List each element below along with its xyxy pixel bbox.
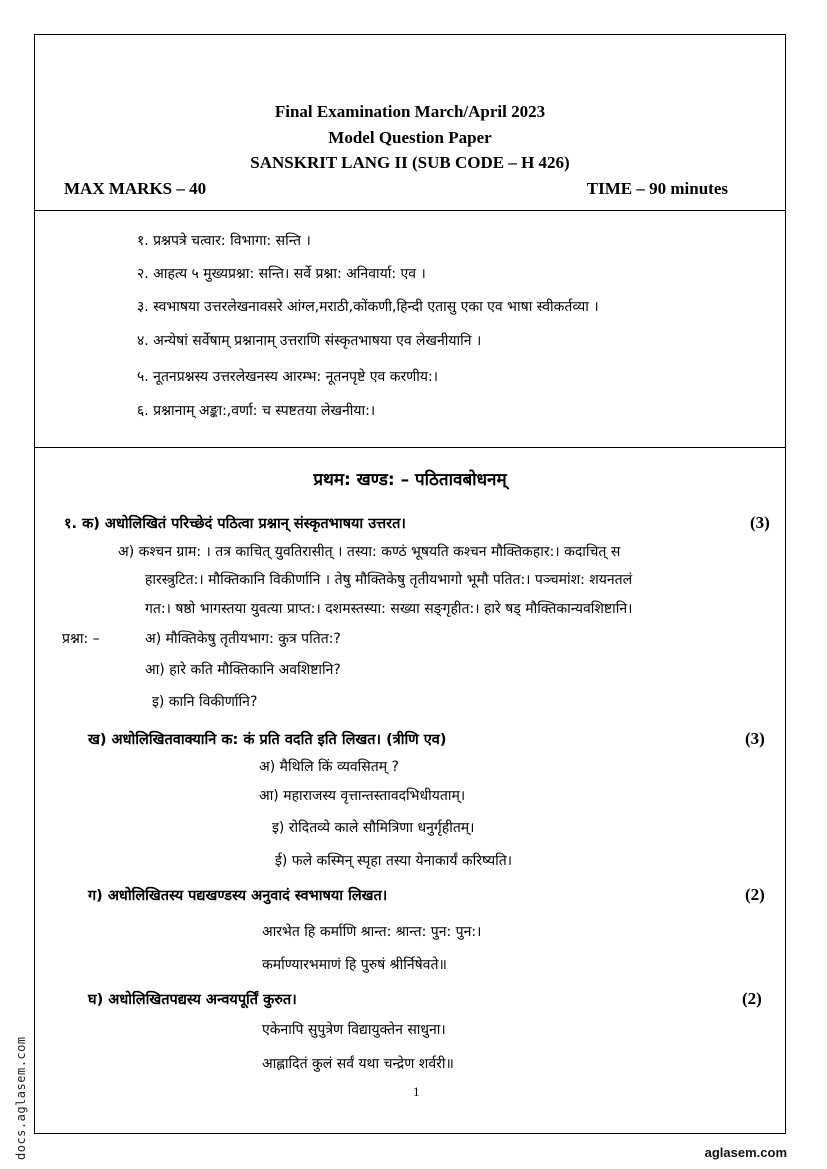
statement-item: अ) मैथिलि किं व्यवसितम् ? — [259, 759, 399, 775]
instruction-item: १. प्रश्नपत्रे चत्वार: विभागा: सन्ति । — [137, 233, 311, 249]
statement-item: इ) रोदितव्ये काले सौमित्रिणा धनुर्गृहीतम्। — [272, 820, 475, 836]
instruction-item: २. आहत्य ५ मुख्यप्रश्ना: सन्ति। सर्वे प्रश्ना: अनिवार्या: एव । — [137, 266, 426, 282]
side-watermark: docs.aglasem.com — [14, 1036, 28, 1160]
question-1b-label: ख) अधोलिखितवाक्यानि क: कं प्रति वदति इति लिखत। (त्रीणि एव) — [88, 732, 447, 748]
sub-question: अ) मौक्तिकेषु तृतीयभाग: कुत्र पतित:? — [145, 631, 341, 647]
divider — [34, 447, 786, 448]
question-1c-marks: (2) — [745, 885, 765, 904]
subject-code: SANSKRIT LANG II (SUB CODE – H 426) — [250, 153, 570, 172]
divider — [34, 210, 786, 211]
instruction-item: ४. अन्येषां सर्वेषाम् प्रश्नानाम् उत्तराणि संस्कृतभाषया एव लेखनीयानि । — [137, 333, 482, 349]
verse-line: कर्माण्यारभमाणं हि पुरुषं श्रीर्निषेवते॥ — [262, 957, 447, 973]
brand-label[interactable]: aglasem.com — [704, 1145, 787, 1160]
section-title: प्रथम: खण्ड: – पठितावबोधनम् — [313, 470, 507, 490]
exam-title: Final Examination March/April 2023 — [274, 102, 546, 121]
question-1d-label: घ) अधोलिखितपद्यस्य अन्वयपूर्तिं कुरुत। — [88, 992, 297, 1008]
questions-label: प्रश्ना: – — [62, 631, 100, 647]
time-allowed: TIME – 90 minutes — [586, 179, 728, 198]
question-1c-label: ग) अधोलिखितस्य पद्यखण्डस्य अनुवादं स्वभाषया लिखत। — [88, 888, 388, 904]
passage-line: अ) कश्चन ग्राम: । तत्र काचित् युवतिरासीत् । तस्या: कण्ठं भूषयति कश्चन मौक्तिकहार:। कदाचित् स — [118, 544, 621, 560]
verse-line: आह्लादितं कुलं सर्वं यथा चन्द्रेण शर्वरी॥ — [262, 1056, 454, 1072]
sub-question: इ) कानि विकीर्णानि? — [152, 694, 258, 710]
question-1a-marks: (3) — [750, 513, 770, 532]
instruction-item: ५. नूतनप्रश्नस्य उत्तरलेखनस्य आरम्भ: नूतनपृष्टे एव करणीय:। — [137, 369, 439, 385]
question-1b-marks: (3) — [745, 729, 765, 748]
question-1d-marks: (2) — [742, 989, 762, 1008]
statement-item: ई) फले कस्मिन् स्पृहा तस्या येनाकार्यं करिष्यति। — [275, 853, 513, 869]
max-marks: MAX MARKS – 40 — [64, 179, 207, 198]
passage-line: हारस्त्रुटित:। मौक्तिकानि विकीर्णानि । तेषु मौक्तिकेषु तृतीयभागो भूमौ पतित:। पञ्चमांश: शयनतलं — [145, 572, 633, 588]
sub-question: आ) हारे कति मौक्तिकानि अवशिष्टानि? — [145, 662, 341, 678]
passage-line: गत:। षष्ठो भागस्तया युवत्या प्राप्त:। दशमस्तस्या: सख्या सङ्गृहीत:। हारे षड् मौक्तिकान्यवशिष्टानि। — [145, 601, 633, 617]
verse-line: आरभेत हि कर्माणि श्रान्त: श्रान्त: पुन: पुन:। — [262, 924, 482, 940]
verse-line: एकेनापि सुपुत्रेण विद्यायुक्तेन साधुना। — [262, 1022, 446, 1038]
instruction-item: ६. प्रश्नानाम् अङ्का:,वर्णा: च स्पष्टतया लेखनीया:। — [137, 403, 376, 419]
statement-item: आ) महाराजस्य वृत्तान्तस्तावदभिधीयताम्। — [259, 788, 466, 804]
instruction-item: ३. स्वभाषया उत्तरलेखनावसरे आंग्ल,मराठी,कोंकणी,हिन्दी एतासु एका एव भाषा स्वीकर्तव्या । — [137, 299, 599, 315]
page-number: 1 — [413, 1084, 420, 1099]
paper-type: Model Question Paper — [328, 128, 492, 147]
question-1a-label: १. क) अधोलिखितं परिच्छेदं पठित्वा प्रश्नान् संस्कृतभाषया उत्तरत। — [64, 516, 406, 532]
